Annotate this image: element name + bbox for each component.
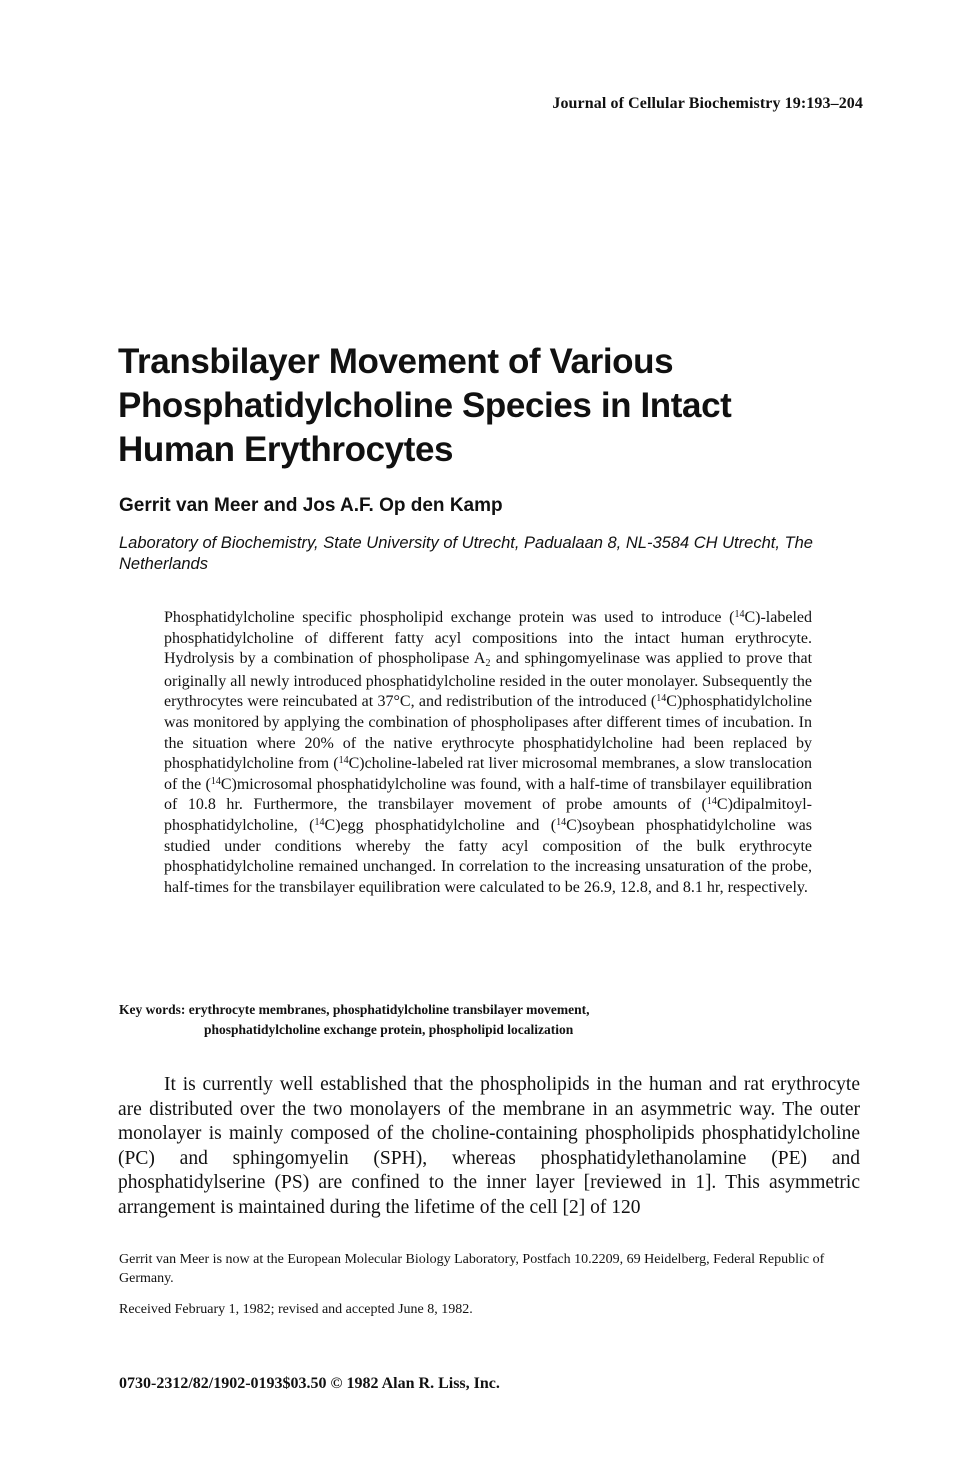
abstract-text: C)dipalmitoyl-phosphatidylcholine, ( — [164, 796, 812, 834]
keywords — [119, 1000, 859, 1040]
isotope-superscript: 14 — [556, 816, 567, 828]
abstract-text: C)-labeled phosphatidylcholine of different fatty acyl compositions into the intact human erythrocyte. Hydrolysis by a combination of phospholipase A — [164, 609, 812, 668]
title-line-1: Transbilayer Movement of Various — [118, 342, 674, 381]
journal-header: Journal of Cellular Biochemistry 19:193–204 — [552, 95, 863, 112]
author-affiliation: Laboratory of Biochemistry, State University of Utrecht, Padualaan 8, NL-3584 CH Utrecht, The Netherlands — [119, 534, 813, 573]
title-line-3: Human Erythrocytes — [118, 430, 454, 469]
isotope-superscript: 14 — [210, 775, 221, 787]
abstract-text: Phosphatidylcholine specific phospholipid exchange protein was used to introduce ( — [164, 609, 735, 626]
abstract-text: C)egg phosphatidylcholine and ( — [324, 816, 557, 834]
isotope-superscript: 14 — [734, 609, 745, 620]
isotope-superscript: 14 — [314, 816, 325, 828]
abstract-text: C)choline-labeled rat liver microsomal membranes, a slow translocation of the ( — [164, 755, 812, 793]
isotope-superscript: 14 — [706, 796, 717, 808]
abstract-text: C)microsomal phosphatidylcholine was found, with a half-time of transbilayer equilibration of 10.8 hr. Furthermore, the transbilayer movement of probe amounts of ( — [164, 775, 812, 814]
footnote-received: Received February 1, 1982; revised and accepted June 8, 1982. — [119, 1302, 473, 1317]
abstract — [164, 608, 812, 898]
copyright-line: 0730-2312/82/1902-0193$03.50 © 1982 Alan R. Liss, Inc. — [119, 1375, 500, 1392]
abstract-text: and sphingomyelinase was applied to prove that originally all newly introduced phosphatidylcholine resided in the outer monolayer. Subsequently the erythrocytes were reincubated at 37°C, and redistribution of the introduced ( — [164, 650, 813, 711]
author-list: Gerrit van Meer and Jos A.F. Op den Kamp — [119, 495, 503, 516]
subscript-2: 2 — [485, 658, 491, 670]
keywords-line-2: phosphatidylcholine exchange protein, phospholipid localization — [204, 1022, 574, 1037]
abstract-text: C)phosphatidylcholine was monitored by applying the combination of phospholipases after different times of incubation. In the situation where 20% of the native erythrocyte phosphatidylcholine had been replaced by phosphatidylcholine from ( — [164, 693, 812, 773]
isotope-superscript: 14 — [338, 755, 349, 767]
abstract-text: C)soybean phosphatidylcholine was studied under conditions whereby the fatty acyl composition of the bulk erythrocyte phosphatidylcholine remained unchanged. In correlation to the increasing unsaturation of the probe, half-times for the transbilayer equilibration were calculated to be 26.9, 12.8, and 8.1 hr, respectively. — [164, 816, 812, 896]
article-title — [118, 340, 858, 472]
footnote-address: Gerrit van Meer is now at the European Molecular Biology Laboratory, Postfach 10.2209, 69 Heidelberg, Federal Republic of Germany. — [119, 1252, 825, 1286]
title-line-2: Phosphatidylcholine Species in Intact — [118, 386, 732, 425]
keywords-line-1: Key words: erythrocyte membranes, phosphatidylcholine transbilayer movement, — [119, 1002, 590, 1017]
isotope-superscript: 14 — [656, 693, 667, 705]
body-paragraph: It is currently well established that the phospholipids in the human and rat erythrocyte are distributed over the two monolayers of the membrane in an asymmetric way. The outer monolayer is mainly composed of the choline-containing phospholipids phosphatidylcholine (PC) and sphingomyelin (SPH), whereas phosphatidylethanolamine (PE) and phosphatidylserine (PS) are confined to the inner layer [reviewed in 1]. This asymmetric arrangement is maintained during the lifetime of the cell [2] of 120 — [118, 1074, 860, 1218]
